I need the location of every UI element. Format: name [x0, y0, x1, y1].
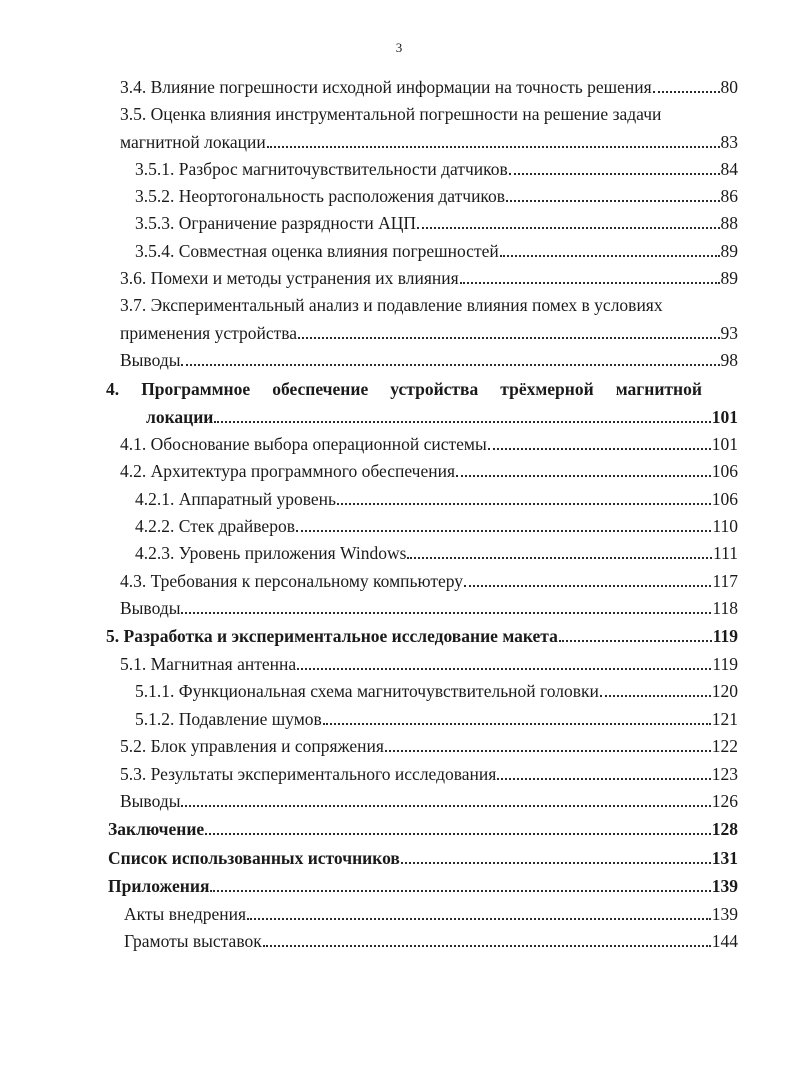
toc-entry	[120, 131, 738, 153]
toc-entry-label: Выводы	[120, 791, 181, 811]
toc-entry-label: Выводы	[120, 350, 181, 370]
toc-entry-label: 3.4. Влияние погрешности исходной информации на точность решения	[120, 77, 652, 97]
toc-entry	[120, 76, 738, 98]
toc-entry-label: 5.1. Магнитная антенна	[120, 654, 297, 674]
toc-entry	[120, 763, 738, 785]
toc-entry-label: 3.5.2. Неортогональность расположения датчиков	[135, 186, 506, 206]
toc-entry	[135, 680, 738, 702]
toc-entry-label: 3.5.3. Ограничение разрядности АЦП	[135, 213, 417, 233]
toc-entry-page: 117	[712, 571, 738, 591]
toc-entry-page: 139	[711, 904, 738, 924]
toc-entry-page: 88	[720, 213, 738, 233]
toc-entry-label: 3.5.4. Совместная оценка влияния погрешностей	[135, 241, 499, 261]
heading-word: магнитной	[615, 379, 702, 399]
toc-entry	[120, 597, 738, 619]
toc-entry	[135, 158, 738, 180]
toc-entry-page: 84	[720, 159, 738, 179]
toc-entry-label: локации	[146, 407, 214, 427]
toc-entry	[135, 488, 738, 510]
toc-entry-label: 3.6. Помехи и методы устранения их влияния	[120, 268, 459, 288]
toc-entry	[120, 349, 738, 371]
toc-entry	[146, 406, 738, 428]
toc-entry	[135, 542, 738, 564]
toc-entry	[120, 322, 738, 344]
toc-entry-page: 101	[711, 434, 738, 454]
toc-entry	[135, 515, 738, 537]
toc-entry-label: 4.2.2. Стек драйверов	[135, 516, 295, 536]
toc-entry	[120, 735, 738, 757]
toc-entry-page: 121	[711, 709, 738, 729]
toc-entry-page: 126	[711, 791, 738, 811]
toc-entry	[120, 653, 738, 675]
toc-entry-label: 4.1. Обоснование выбора операционной системы	[120, 434, 487, 454]
toc-entry	[108, 875, 738, 897]
toc-entry-page: 123	[711, 764, 738, 784]
toc-entry-page: 119	[712, 654, 738, 674]
toc-entry-label: Акты внедрения	[124, 904, 247, 924]
toc-entry-page: 83	[720, 132, 738, 152]
toc-entry-label: 5.3. Результаты экспериментального исследования	[120, 764, 497, 784]
toc-entry	[106, 625, 738, 647]
toc-entry-label: Выводы	[120, 598, 181, 618]
toc-entry	[120, 294, 738, 316]
toc-entry	[120, 433, 738, 455]
toc-entry-page: 86	[720, 186, 738, 206]
toc-entry-label: Заключение	[108, 819, 205, 839]
toc-entry-label: 3.5. Оценка влияния инструментальной погрешности на решение задачи	[120, 104, 662, 124]
toc-entry	[108, 847, 738, 869]
toc-entry	[135, 708, 738, 730]
toc-entry-page: 89	[720, 268, 738, 288]
toc-entry-label: 5. Разработка и экспериментальное исследование макета	[106, 626, 558, 646]
toc-entry-label: 3.5.1. Разброс магниточувствительности датчиков	[135, 159, 508, 179]
toc-entry-page: 128	[711, 819, 738, 839]
heading-word: трёхмерной	[500, 379, 594, 399]
toc-entry-label: магнитной локации	[120, 132, 266, 152]
toc-entry-label: 5.2. Блок управления и сопряжения	[120, 736, 384, 756]
toc-entry-label: Список использованных источников	[108, 848, 400, 868]
toc-entry-label: Грамоты выставок	[124, 931, 262, 951]
toc-entry	[124, 903, 738, 925]
toc-entry-page: 110	[712, 516, 738, 536]
heading-word: обеспечение	[272, 379, 369, 399]
toc-entry	[108, 818, 738, 840]
toc-entry-page: 122	[711, 736, 738, 756]
heading-word: устройства	[390, 379, 479, 399]
toc-entry-page: 118	[712, 598, 738, 618]
toc-entry-page: 139	[711, 876, 738, 896]
toc-entry-label: 5.1.2. Подавление шумов	[135, 709, 322, 729]
toc-entry-page: 131	[711, 848, 738, 868]
toc-entry-page: 119	[712, 626, 738, 646]
heading-word: Программное	[141, 379, 251, 399]
toc-entry-label: 4.2. Архитектура программного обеспечения	[120, 461, 456, 481]
toc-entry-label: 4.2.3. Уровень приложения Windows	[135, 543, 407, 563]
toc-entry	[120, 460, 738, 482]
toc-entry	[120, 103, 738, 125]
toc-entry-page: 120	[711, 681, 738, 701]
toc-entry	[135, 212, 738, 234]
toc-entry	[120, 790, 738, 812]
toc-entry-label: 5.1.1. Функциональная схема магниточувствительной головки	[135, 681, 599, 701]
toc-entry-page: 93	[720, 323, 738, 343]
toc-entry	[120, 570, 738, 592]
toc-entry-label: 4.3. Требования к персональному компьютеру	[120, 571, 464, 591]
toc-entry-label: Приложения	[108, 876, 210, 896]
toc-entry-page: 106	[711, 461, 738, 481]
toc-entry-label: 4.2.1. Аппаратный уровень	[135, 489, 336, 509]
toc-entry-page: 98	[720, 350, 738, 370]
toc-entry-page: 144	[711, 931, 738, 951]
toc-entry	[120, 267, 738, 289]
toc-entry-page: 101	[711, 407, 738, 427]
toc-entry-label: 3.7. Экспериментальный анализ и подавление влияния помех в условиях	[120, 295, 663, 315]
chapter-4-heading	[106, 378, 702, 400]
toc-entry	[135, 185, 738, 207]
toc-entry-page: 106	[711, 489, 738, 509]
toc-entry-page: 111	[713, 543, 738, 563]
toc-entry-page: 80	[720, 77, 738, 97]
chapter-number: 4.	[106, 379, 120, 399]
page-number: 3	[395, 40, 403, 55]
toc-entry-page: 89	[720, 241, 738, 261]
toc-entry-label: применения устройства	[120, 323, 298, 343]
toc-entry	[135, 240, 738, 262]
toc-entry	[124, 930, 738, 952]
